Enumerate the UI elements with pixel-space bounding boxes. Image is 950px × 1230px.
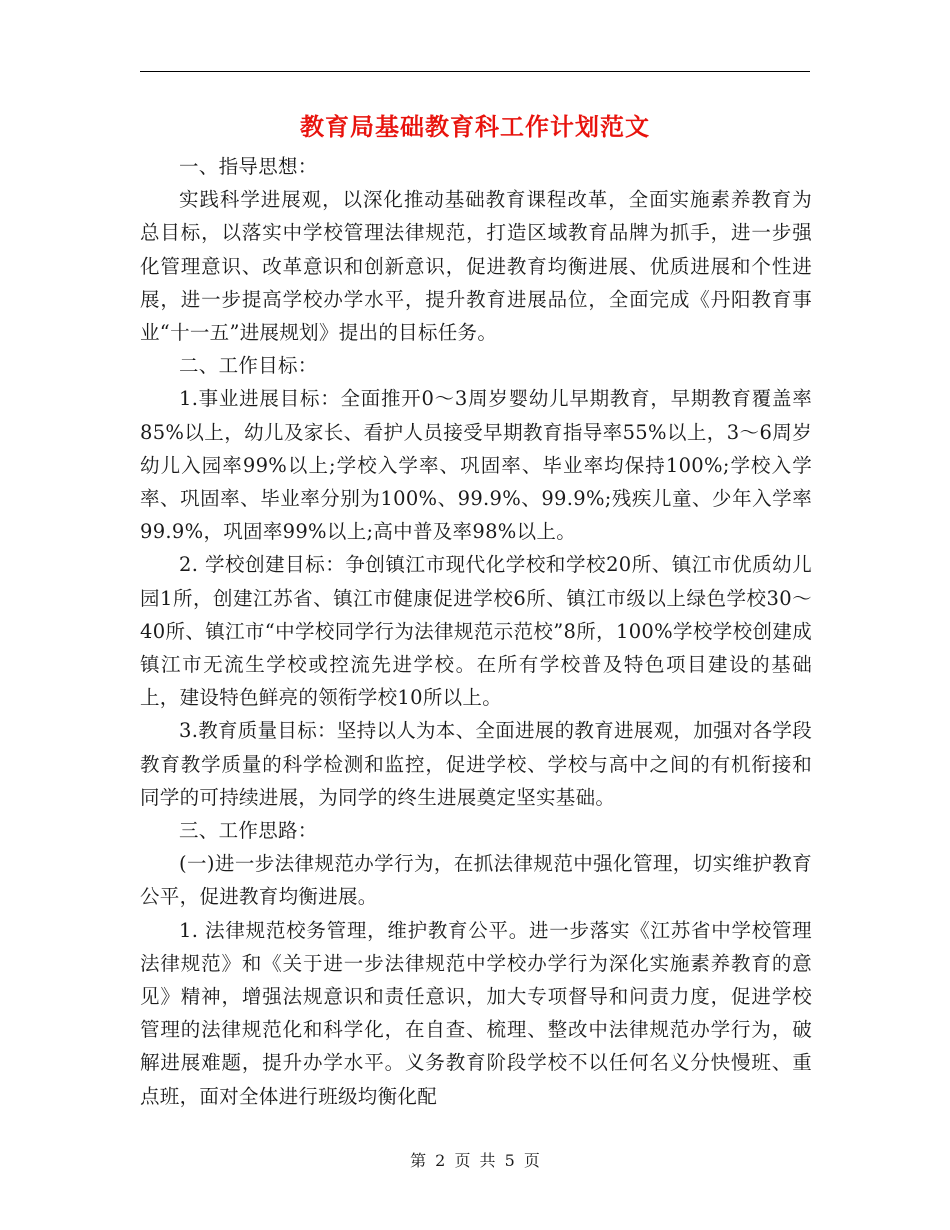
paragraph: 3.教育质量目标：坚持以人为本、全面进展的教育进展观，加强对各学段教育教学质量的科学检测和监控，促进学校、学校与高中之间的有机衔接和同学的可持续进展，为同学的终生进展奠定坚实基础。 — [140, 719, 813, 809]
document-body — [140, 150, 812, 1113]
header-rule — [140, 71, 810, 72]
section-heading: 一、指导思想： — [179, 155, 318, 178]
paragraph: 1.事业进展目标：全面推开0～3周岁婴幼儿早期教育，早期教育覆盖率85%以上，幼儿及家长、看护人员接受早期教育指导率55%以上，3～6周岁幼儿入园率99%以上;学校入学率、巩固率、毕业率均保持100%;学校入学率、巩固率、毕业率分别为100%、99.9%、99.9%;残疾儿童、少年入学率99.9%，巩固率99%以上;高中普及率98%以上。 — [140, 387, 812, 544]
paragraph: 1. 法律规范校务管理，维护教育公平。进一步落实《江苏省中学校管理法律规范》和《关于进一步法律规范中学校办学行为深化实施素养教育的意见》精神，增强法规意识和责任意识，加大专项督导和问责力度，促进学校管理的法律规范化和科学化，在自查、梳理、整改中法律规范办学行为，破解进展难题，提升办学水平。义务教育阶段学校不以任何名义分快慢班、重点班，面对全体进行班级均衡化配 — [140, 918, 812, 1108]
document-title: 教育局基础教育科工作计划范文 — [300, 112, 650, 141]
paragraph: 2. 学校创建目标：争创镇江市现代化学校和学校20所、镇江市优质幼儿园1所，创建江苏省、镇江市健康促进学校6所、镇江市级以上绿色学校30～40所、镇江市“中学校同学行为法律规范示范校”8所，100%学校学校创建成镇江市无流生学校或控流先进学校。在所有学校普及特色项目建设的基础上，建设特色鲜亮的领衔学校10所以上。 — [140, 553, 812, 710]
section-heading: 三、工作思路： — [179, 819, 318, 843]
paragraph: (一)进一步法律规范办学行为，在抓法律规范中强化管理，切实维护教育公平，促进教育均衡进展。 — [140, 852, 812, 909]
paragraph: 实践科学进展观，以深化推动基础教育课程改革，全面实施素养教育为总目标，以落实中学校管理法律规范，打造区域教育品牌为抓手，进一步强化管理意识、改革意识和创新意识，促进教育均衡进展、优质进展和个性进展，进一步提高学校办学水平，提升教育进展品位，全面完成《丹阳教育事业“十一五”进展规划》提出的目标任务。 — [140, 188, 812, 345]
page-number: 第 2 页 共 5 页 — [410, 1151, 540, 1170]
section-heading: 二、工作目标： — [179, 354, 318, 378]
